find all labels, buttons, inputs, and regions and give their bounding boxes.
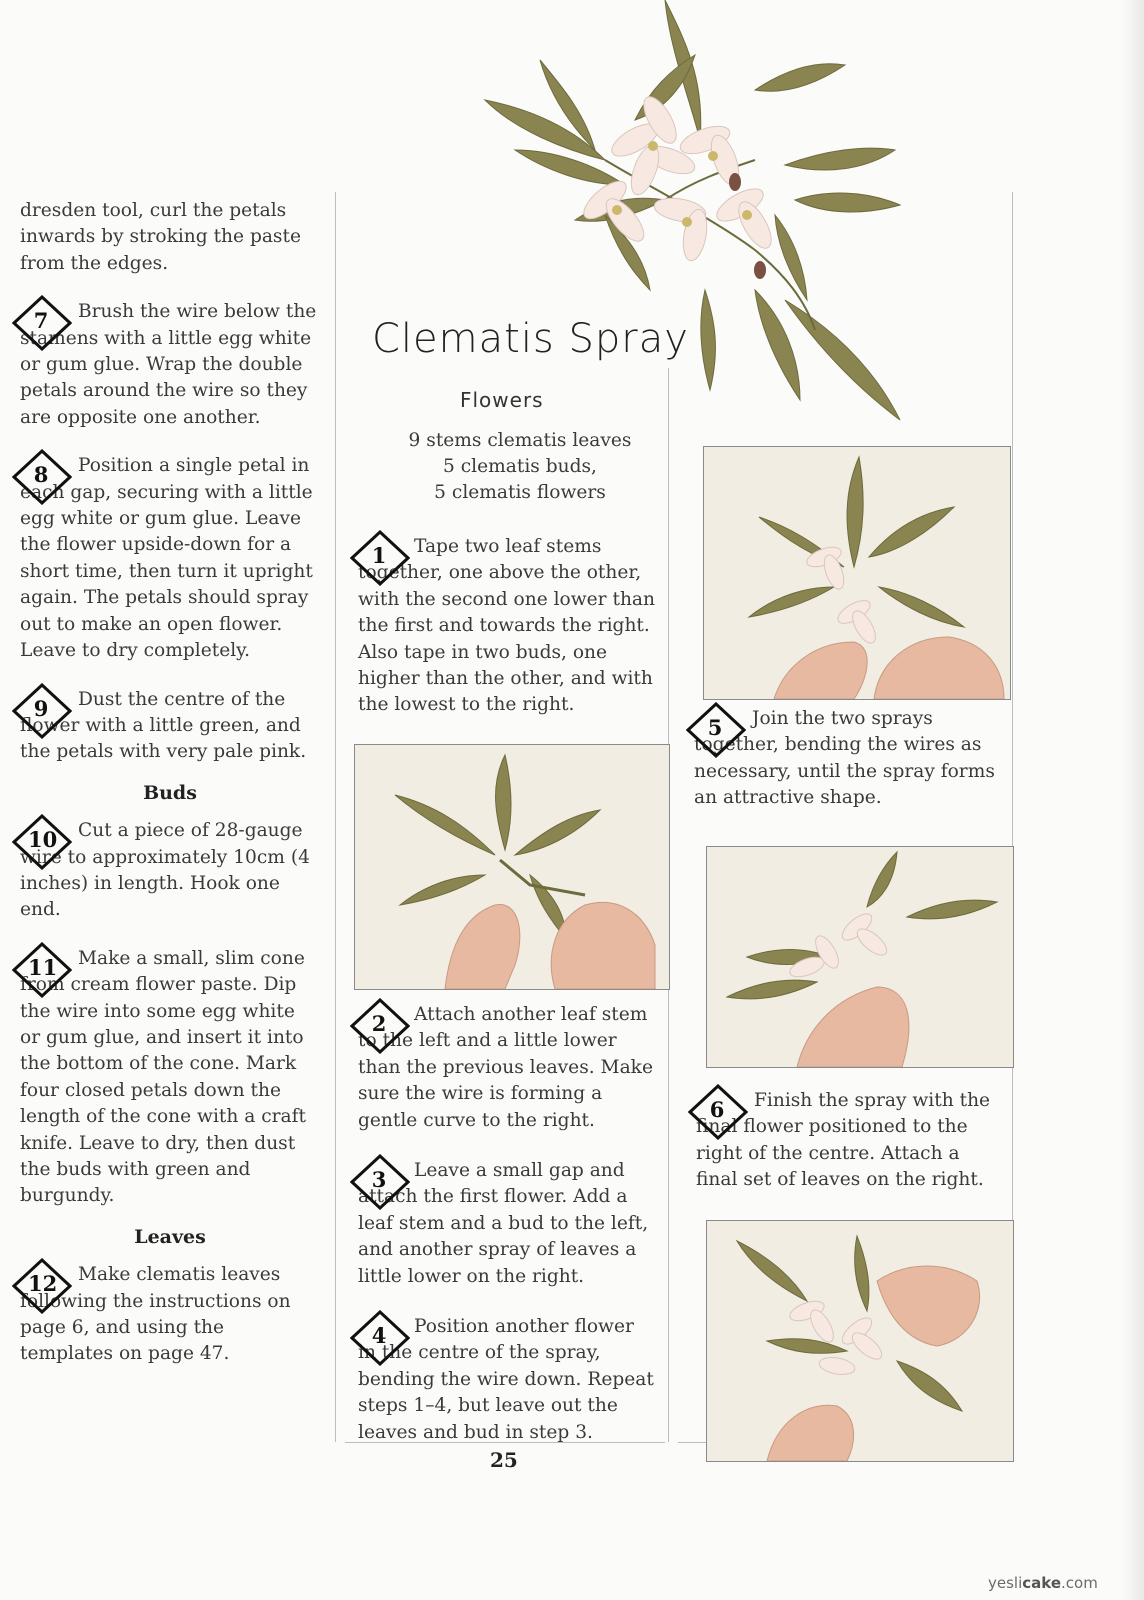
middle-column-steps-2-4 (358, 1002, 656, 1446)
step-number-marker (12, 942, 68, 998)
step-5 (694, 706, 1004, 812)
step-number-marker (12, 814, 68, 870)
step-6 (696, 1088, 1006, 1194)
step-number: 6 (709, 1097, 725, 1122)
section-subtitle-flowers: Flowers (460, 388, 544, 412)
step-11 (20, 946, 320, 1210)
ingredients-list (370, 428, 670, 506)
watermark-suffix: .com (1061, 1574, 1098, 1592)
step-7 (20, 299, 320, 431)
step-text: Position a single petal in each gap, securing with a little egg white or gum glue. Leave the flower upside-down for a short time, then turn it upright again. The petals should spray out to make an open flower. Leave to dry completely. (20, 455, 313, 662)
step-text: Brush the wire below the stamens with a little egg white or gum glue. Wrap the double petals around the wire so they are opposite one another. (20, 301, 317, 428)
step-number-marker (350, 1310, 406, 1366)
step-number-marker (350, 1154, 406, 1210)
step-number: 10 (28, 827, 58, 853)
step-number-marker (12, 1258, 68, 1314)
ingredient-item: 5 clematis buds, (443, 456, 597, 477)
watermark-brand: cake (1022, 1574, 1062, 1592)
buds-heading: Buds (143, 781, 197, 804)
right-column-step-5 (694, 706, 1004, 812)
column-divider-left (335, 192, 336, 1442)
step-number: 7 (33, 308, 49, 334)
step-number: 2 (371, 1011, 387, 1036)
step-text: Make a small, slim cone from cream flower paste. Dip the wire into some egg white or gum glue, and insert it into the bottom of the cone. Mark four closed petals down the length of the cone with a craft knife. Leave to dry, then dust the buds with green and burgundy. (20, 947, 306, 1207)
page-number: 25 (490, 1448, 518, 1472)
step-8 (20, 453, 320, 664)
step-9 (20, 687, 320, 766)
step-number: 8 (33, 462, 49, 488)
middle-column-step-1 (358, 534, 656, 719)
step-number-marker (350, 530, 406, 586)
photo-joining-sprays (707, 847, 1013, 1067)
step-photo-2 (703, 446, 1011, 700)
page-title: Clematis Spray (372, 316, 689, 362)
step-text: Position another flower in the centre of the spray, bending the wire down. Repeat steps 1–4, but leave out the leaves and bud in step 3. (358, 1316, 654, 1443)
step-12 (20, 1262, 320, 1368)
ingredient-item: 5 clematis flowers (434, 482, 606, 503)
photo-finished-spray (707, 1221, 1013, 1461)
step-number-marker (688, 1084, 744, 1140)
step-text: Tape two leaf stems together, one above the other, with the second one lower than the first and towards the right. Also tape in two buds, one higher than the other, and with the lowest to the right. (358, 536, 655, 716)
step-number: 1 (371, 543, 387, 568)
step-1 (358, 534, 656, 719)
step-text: Dust the centre of the flower with a little green, and the petals with very pale pink. (20, 688, 307, 763)
step-number: 9 (33, 695, 49, 721)
step-number-marker (350, 998, 406, 1054)
step-number: 5 (707, 715, 723, 740)
step-2 (358, 1002, 656, 1134)
step-10 (20, 818, 320, 924)
step-4 (358, 1314, 656, 1446)
step-text: Cut a piece of 28-gauge wire to approximately 10cm (4 inches) in length. Hook one end. (20, 820, 310, 921)
photo-hands-taping-leaves (355, 745, 669, 989)
step-number-marker (686, 702, 742, 758)
step-number-marker (12, 449, 68, 505)
photo-spray-with-flowers (704, 447, 1010, 699)
step-number: 4 (371, 1323, 387, 1349)
step-photo-3 (706, 846, 1014, 1068)
watermark-prefix: yesli (988, 1574, 1023, 1592)
step-photo-1 (354, 744, 670, 990)
clematis-spray-illustration (455, 0, 975, 440)
step-3 (358, 1158, 656, 1290)
step-number: 11 (28, 954, 58, 980)
ingredient-item: 9 stems clematis leaves (408, 430, 632, 451)
step-number: 12 (28, 1271, 58, 1297)
step-text: Finish the spray with the final flower positioned to the right of the centre. Attach a final set of leaves on the right. (696, 1090, 991, 1191)
page-edge-shadow (1122, 0, 1144, 1600)
step-number: 3 (371, 1167, 387, 1193)
step-text: Leave a small gap and attach the first flower. Add a leaf stem and a bud to the left, and another spray of leaves a little lower on the right. (358, 1160, 649, 1287)
leaves-heading: Leaves (134, 1225, 206, 1248)
step-number-marker (12, 295, 68, 351)
step-text: Join the two sprays together, bending the wires as necessary, until the spray forms an attractive shape. (694, 708, 995, 809)
intro-paragraph: dresden tool, curl the petals inwards by stroking the paste from the edges. (20, 200, 301, 274)
watermark (988, 1574, 1098, 1592)
step-photo-4 (706, 1220, 1014, 1462)
right-column-step-6 (696, 1088, 1006, 1194)
left-column (20, 198, 320, 1368)
step-number-marker (12, 683, 68, 739)
step-text: Attach another leaf stem to the left and a little lower than the previous leaves. Make sure the wire is forming a gentle curve to the right. (358, 1004, 653, 1131)
step-text: Make clematis leaves following the instructions on page 6, and using the templates on page 47. (20, 1264, 291, 1365)
